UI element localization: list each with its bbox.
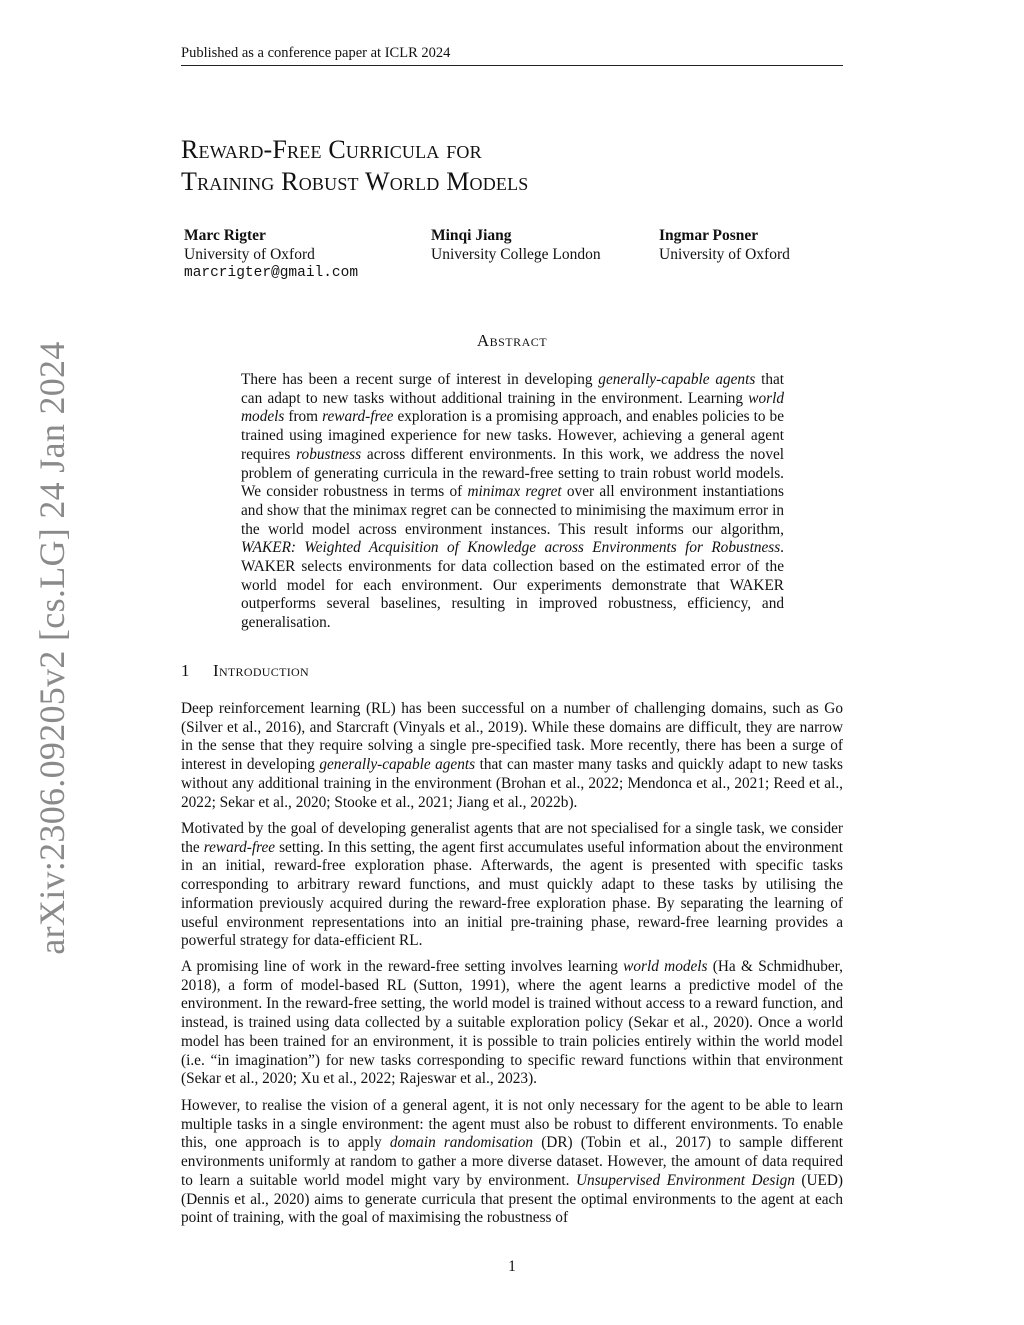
paragraph-text: However, to realise the vision of a general agent, it is not only necessary for the agent to be able to learn multiple tasks in a single environment: the agent must also be robust to different environments. To enable this, one approach is to apply [181, 1097, 843, 1152]
paper-title [181, 134, 843, 198]
page-number: 1 [508, 1258, 516, 1275]
abstract-emphasis: robustness [296, 445, 362, 463]
intro-paragraph-1 [181, 700, 843, 812]
abstract-text: from [284, 408, 323, 426]
abstract-emphasis: minimax regret [467, 483, 562, 501]
author-name: Minqi Jiang [431, 227, 512, 244]
abstract-text: that can adapt to new tasks without additional training in the environment. Learning [241, 371, 785, 407]
paragraph-text: setting. In this setting, the agent first accumulates useful information about the environment in an initial, reward-free exploration phase. Afterwards, the agent is presented with specific tasks corresponding to arbitrary reward functions, and must quickly adapt to these tasks by utilising the information previously acquired during the reward-free exploration phase. By separating the learning of useful environment representations into an initial pre-training phase, reward-free learning provides a powerful strategy for data-efficient RL. [181, 838, 843, 950]
intro-paragraph-4 [181, 1097, 843, 1228]
intro-paragraph-3 [181, 958, 843, 1089]
author-affiliation: University of Oxford [184, 246, 315, 263]
abstract-text: There has been a recent surge of interest in developing [241, 371, 599, 388]
section-number: 1 [181, 661, 190, 680]
arxiv-identifier-text: arXiv:2306.09205v2 [cs.LG] 24 Jan 2024 [32, 341, 72, 955]
title-line-2: Training Robust World Models [181, 167, 529, 196]
paragraph-text: (UED) (Dennis et al., 2020) aims to generate curricula that present the optimal environments to the agent at each point of training, with the goal of maximising the robustness of [181, 1171, 843, 1227]
abstract-emphasis: generally-capable agents [598, 371, 756, 388]
paragraph-emphasis: reward-free [203, 838, 276, 856]
author-affiliation: University of Oxford [659, 246, 790, 263]
abstract-text: exploration is a promising approach, and enables policies to be trained using imagined experience for new tasks. However, achieving a general agent requires [241, 408, 784, 463]
title-line-1: Reward-Free Curricula for [181, 135, 482, 164]
intro-paragraph-2 [181, 820, 843, 951]
abstract-emphasis: world models [241, 389, 784, 426]
abstract-text: over all environment instantiations and show that the minimax regret can be connected to minimising the maximum error in the world model across environment instances. This result informs our algorithm, [241, 483, 784, 538]
paragraph-text: that can master many tasks and quickly adapt to new tasks without any additional training in the environment (Brohan et al., 2022; Mendonca et al., 2021; Reed et al., 2022; Sekar et al., 2020; Stooke et al., 2021; Jiang et al., 2022b). [181, 756, 843, 811]
section-title: Introduction [213, 661, 309, 680]
abstract-heading: Abstract [476, 331, 548, 350]
paragraph-text: (Ha & Schmidhuber, 2018), a form of model-based RL (Sutton, 1991), where the agent learns a predictive model of the environment. In the reward-free setting, the world model is trained without access to a reward function, and instead, is trained using data collected by a suitable exploration policy (Sekar et al., 2020). Once a world model has been trained for an environment, it is possible to train policies entirely within the world model (i.e. “in imagination”) for new tasks corresponding to specific reward functions within that environment (Sekar et al., 2020; Xu et al., 2022; Rajeswar et al., 2023). [181, 958, 843, 1088]
abstract-text: . WAKER selects environments for data collection based on the estimated error of the world model for each environment. Our experiments demonstrate that WAKER outperforms several baselines, resulting in improved robustness, efficiency, and generalisation. [241, 539, 784, 632]
author-block-3 [659, 226, 790, 264]
section-heading-introduction [181, 661, 309, 681]
author-email[interactable]: marcrigter@gmail.com [184, 265, 359, 281]
header-rule [181, 65, 843, 66]
paragraph-emphasis: domain randomisation [389, 1134, 534, 1152]
author-name: Marc Rigter [184, 227, 266, 244]
abstract-text: across different environments. In this work, we address the novel problem of generating curricula in the reward-free setting to train robust world models. We consider robustness in terms of [241, 445, 785, 501]
abstract-body [241, 371, 784, 633]
abstract-emphasis: reward-free [322, 408, 394, 426]
paragraph-emphasis: world models [623, 958, 708, 975]
paragraph-text: Deep reinforcement learning (RL) has been successful on a number of challenging domains, such as Go (Silver et al., 2016), and Starcraft (Vinyals et al., 2019). While these domains are difficult, they are narrow in the sense that they require solving a single pre-specified task. More recently, there has been a surge of interest in developing [181, 700, 843, 774]
paragraph-text: A promising line of work in the reward-free setting involves learning [181, 958, 624, 975]
abstract-emphasis: WAKER: Weighted Acquisition of Knowledge across Environments for Robustness [241, 539, 781, 557]
paragraph-text: (DR) (Tobin et al., 2017) to sample different environments uniformly at random to gather a more diverse dataset. However, the amount of data required to learn a suitable world model might vary by environment. [181, 1134, 843, 1189]
author-block-1 [184, 226, 358, 283]
paragraph-text: Motivated by the goal of developing generalist agents that are not specialised for a single task, we consider the [181, 820, 843, 856]
paragraph-emphasis: generally-capable agents [319, 756, 476, 774]
author-affiliation: University College London [431, 246, 601, 263]
author-name: Ingmar Posner [659, 227, 759, 244]
running-header: Published as a conference paper at ICLR 2024 [181, 45, 451, 61]
author-block-2 [431, 226, 601, 264]
paragraph-emphasis: Unsupervised Environment Design [575, 1171, 795, 1189]
